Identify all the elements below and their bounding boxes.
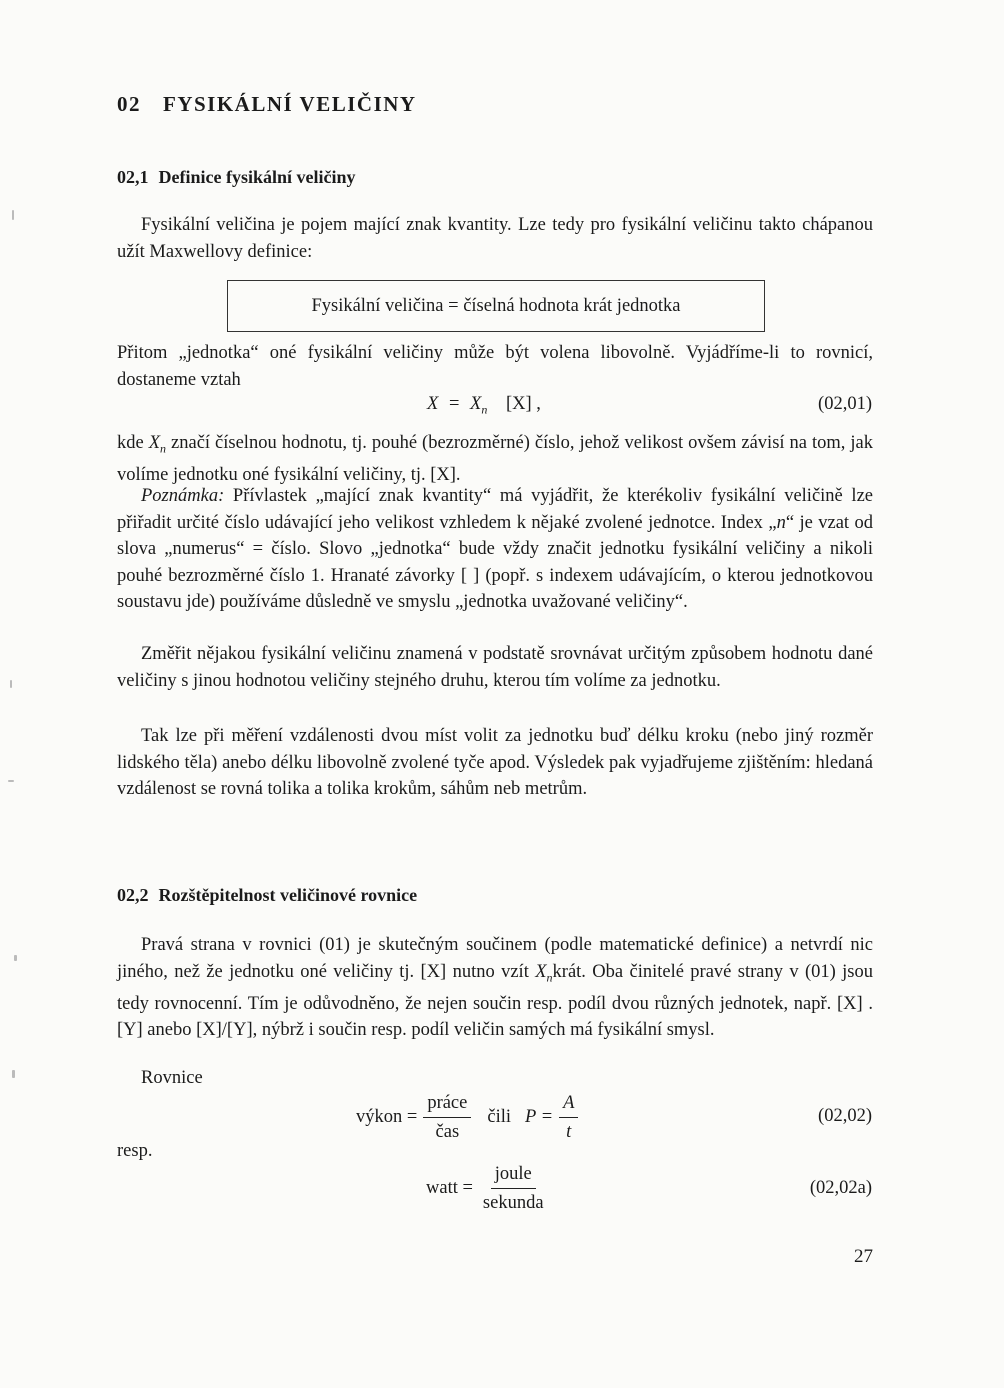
fraction-numerator: práce: [423, 1092, 471, 1118]
eq-unit: [X] ,: [505, 394, 541, 414]
scan-speck: [14, 955, 17, 961]
fraction-joule-sekunda: [479, 1163, 548, 1214]
math-var: X: [148, 433, 161, 453]
note-label: Poznámka:: [141, 486, 225, 506]
label-resp: resp.: [117, 1141, 153, 1161]
fraction-a-t: [559, 1092, 578, 1143]
text-run: značí číselnou hodnotu, tj. pouhé (bezrozměrné) číslo, jehož velikost ovšem závisí na tom, jak volíme jednotku oné fysikální veličiny, tj. [X].: [117, 433, 873, 486]
text-run: “ je vzat od slova „numerus“ = číslo. Slovo „jednotka“ bude vždy značit jednotku fysikální veličiny a nikoli pouhé bezrozměrné číslo 1. Hranaté závorky [ ] (popř. s indexem udávajícím, o kterou jednotkovou soustavu jde) používáme důsledně ve smyslu „jednotka uvažované veličiny“.: [117, 512, 873, 612]
label-rovnice: Rovnice: [141, 1068, 203, 1088]
section-heading-1: [117, 167, 356, 188]
chapter-title: FYSIKÁLNÍ VELIČINY: [163, 92, 417, 116]
eq-lhs: výkon =: [356, 1107, 418, 1127]
eq-symbol: P =: [525, 1107, 554, 1127]
scan-speck: [12, 210, 14, 220]
paragraph-intro: Fysikální veličina je pojem mající znak kvantity. Lze tedy pro fysikální veličinu takto chápanou užít Maxwellovy definice:: [117, 215, 873, 262]
eq-rhs-var: X: [470, 394, 482, 414]
definition-text: Fysikální veličina = číselná hodnota krát jednotka: [311, 295, 681, 316]
definition-box: [227, 280, 765, 332]
section-number: 02,1: [117, 167, 149, 187]
equation-number: (02,02a): [809, 1178, 872, 1198]
chapter-number: 02: [117, 92, 141, 116]
fraction-numerator: joule: [491, 1163, 536, 1189]
fraction-denominator: čas: [435, 1122, 460, 1142]
eq-equals: =: [448, 394, 460, 414]
text-run: krát. Oba činitelé pravé strany v (01) jsou tedy rovnocenní. Tím je odůvodněno, že nejen součin resp. podíl dvou různých jednotek, např. [X] . [Y] anebo [X]/[Y], nýbrž i součin resp. podíl veličin samých má fysikální smysl.: [117, 961, 873, 1041]
paragraph-note: [117, 483, 873, 616]
math-sub: n: [546, 970, 553, 985]
paragraph-kde: [117, 430, 873, 489]
math-var: X: [535, 961, 547, 982]
paragraph-tak: Tak lze při měření vzdálenosti dvou míst volit za jednotku buď délku kroku (nebo jiný rozměr lidského těla) anebo délku libovolně zvolené tyče apod. Výsledek pak vyjadřujeme zjištěním: hledaná vzdálenost se rovná tolika a tolika krokům, sáhům neb metrům.: [117, 726, 873, 799]
eq-lhs: X: [427, 394, 439, 414]
chapter-heading: [117, 92, 417, 117]
math-sub: n: [160, 441, 167, 456]
fraction-numerator: A: [559, 1092, 578, 1118]
equation-number: (02,02): [818, 1106, 872, 1126]
section-number: 02,2: [117, 885, 149, 905]
fraction-denominator: sekunda: [482, 1193, 544, 1213]
text-run: Pravá strana v rovnici (01) je skutečným součinem (podle matematické definice) a netvrdí nic jiného, než že jednotku oné veličiny tj. [X] nutno vzít: [117, 935, 873, 982]
fraction-prace-cas: [423, 1092, 471, 1143]
section-heading-2: [117, 885, 417, 906]
scan-speck: [12, 1070, 15, 1078]
eq-rhs-sub: n: [481, 402, 488, 417]
section-title: Definice fysikální veličiny: [158, 167, 356, 187]
eq-lhs: watt =: [426, 1178, 473, 1198]
text-run: kde: [117, 433, 144, 453]
section-title: Rozštěpitelnost veličinové rovnice: [158, 885, 418, 905]
eq-cili: čili: [487, 1107, 511, 1127]
text-run: Přívlastek „mající znak kvantity“ má vyjádřit, že kterékoliv fysikální veličině lze přiřadit určité číslo udávající jeho velikost vzhledem k nějaké zvolené jednotce. Index „: [117, 486, 873, 533]
fraction-denominator: t: [566, 1122, 572, 1142]
page-number: 27: [854, 1246, 873, 1267]
equation-02-02a: [426, 1163, 554, 1214]
scan-speck: [8, 780, 14, 782]
equation-02-02: [356, 1092, 584, 1143]
paragraph-prava-strana: [117, 932, 873, 1044]
scan-speck: [10, 680, 12, 688]
paragraph-pritom: Přitom „jednotka“ oné fysikální veličiny může být volena libovolně. Vyjádříme-li to rovnicí, dostaneme vztah: [117, 343, 873, 390]
equation-number: (02,01): [818, 394, 872, 414]
math-var: n: [776, 512, 786, 533]
paragraph-zmerit: Změřit nějakou fysikální veličinu znamená v podstatě srovnávat určitým způsobem hodnotu dané veličiny s jinou hodnotou veličiny stejného druhu, kterou tím volíme za jednotku.: [117, 644, 873, 691]
equation-02-01: [427, 394, 541, 418]
